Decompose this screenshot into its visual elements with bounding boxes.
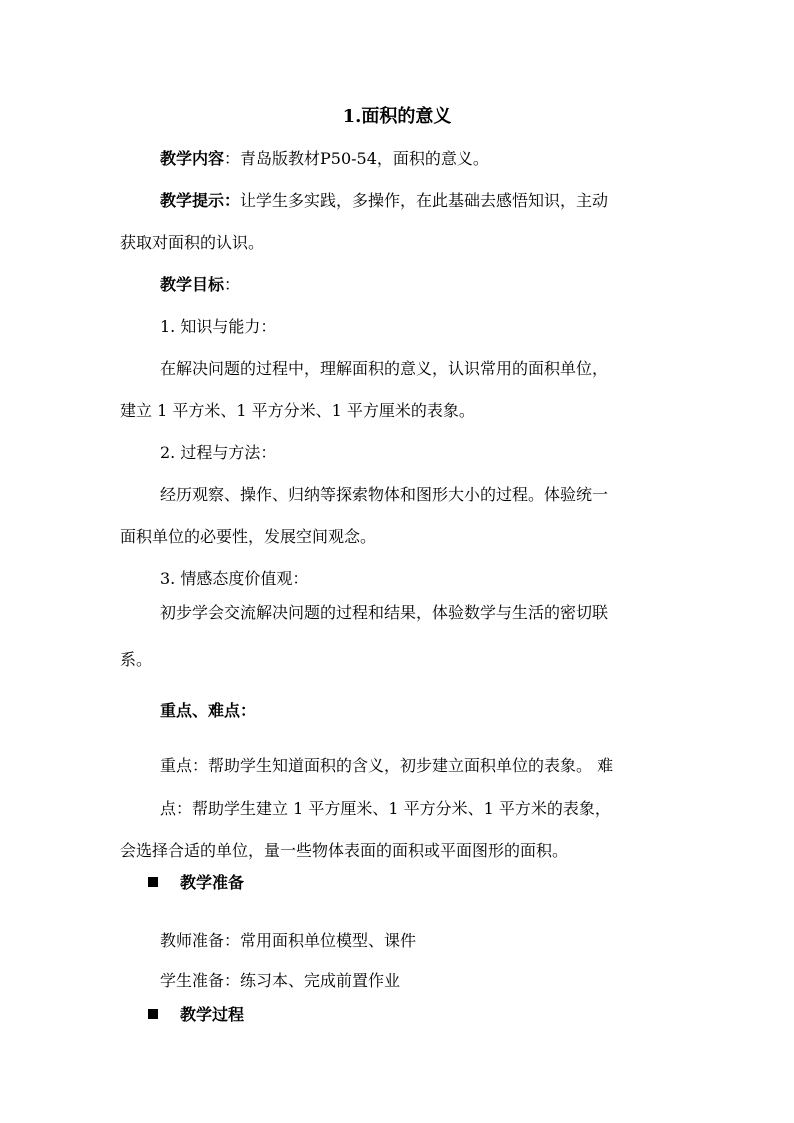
preparation-heading <box>148 873 244 893</box>
goals-heading <box>160 275 240 295</box>
key-points-heading: 重点、难点： <box>160 701 257 720</box>
goal-item3-heading: 3. 情感态度价值观： <box>160 569 309 588</box>
goal-item3-line1: 初步学会交流解决问题的过程和结果，体验数学与生活的密切联 <box>160 603 609 622</box>
key-points-line1: 重点：帮助学生知道面积的含义，初步建立面积单位的表象。 难 <box>160 756 614 775</box>
teaching-content-text: ：青岛版教材P50-54，面积的意义。 <box>224 149 489 168</box>
teaching-tip-line1 <box>160 191 608 211</box>
goals-heading-suffix: ： <box>224 275 241 294</box>
process-heading <box>148 1005 244 1025</box>
teaching-tip-text1: 让学生多实践，多操作，在此基础去感悟知识，主动 <box>240 191 609 210</box>
student-preparation-line: 学生准备：练习本、完成前置作业 <box>160 971 401 990</box>
key-points-line3: 会选择合适的单位，量一些物体表面的面积或平面图形的面积。 <box>120 841 569 860</box>
goal-item1-line1: 在解决问题的过程中，理解面积的意义，认识常用的面积单位， <box>160 359 609 378</box>
square-bullet-icon <box>148 877 158 887</box>
goal-item2-heading: 2. 过程与方法： <box>160 443 277 462</box>
goal-item1-heading: 1. 知识与能力： <box>160 317 277 336</box>
goals-heading-text: 教学目标 <box>160 275 225 294</box>
preparation-heading-text: 教学准备 <box>180 873 245 892</box>
key-points-line2: 点：帮助学生建立 1 平方厘米、1 平方分米、1 平方米的表象， <box>160 799 611 818</box>
goal-item1-line2: 建立 1 平方米、1 平方分米、1 平方厘米的表象。 <box>120 401 475 420</box>
goal-item2-line1: 经历观察、操作、归纳等探索物体和图形大小的过程。体验统一 <box>160 485 609 504</box>
page-title: 1.面积的意义 <box>342 106 452 127</box>
teaching-tip-line2: 获取对面积的认识。 <box>120 233 265 252</box>
teaching-content-label: 教学内容 <box>160 149 225 168</box>
goal-item3-line2: 系。 <box>120 650 153 669</box>
process-heading-text: 教学过程 <box>180 1005 245 1024</box>
teaching-content-line <box>160 149 489 169</box>
square-bullet-icon <box>148 1009 158 1019</box>
goal-item2-line2: 面积单位的必要性，发展空间观念。 <box>120 527 377 546</box>
teaching-tip-label: 教学提示： <box>160 191 241 210</box>
teacher-preparation-line: 教师准备：常用面积单位模型、课件 <box>160 931 417 950</box>
